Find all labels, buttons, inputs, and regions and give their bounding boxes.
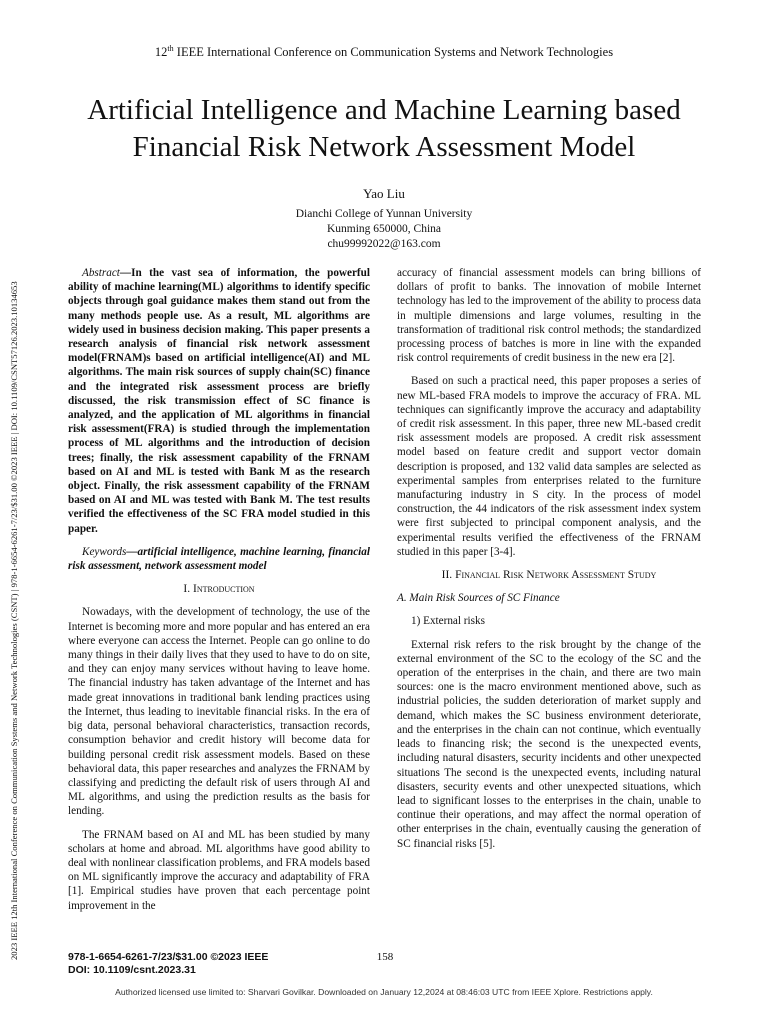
- author-city: Kunming 650000, China: [326, 223, 442, 235]
- right-column: [397, 266, 701, 851]
- conf-number: 12: [154, 45, 168, 60]
- intro-paragraph-2: The FRNAM based on AI and ML has been studied by many scholars at home and abroad. ML algorithms have good ability to deal with nonlinear classification problems, and FRA models based on ML significantly improve the accuracy and adaptability of FRA [1]. Empirical studies have proven that each percentage point improvement in the: [68, 828, 370, 912]
- title-line-2: Financial Risk Network Assessment Model: [132, 131, 636, 163]
- page-number: 158: [376, 951, 394, 963]
- section-title: Financial Risk Network Assessment Study: [455, 569, 657, 582]
- author-affiliation: Dianchi College of Yunnan University: [295, 208, 473, 220]
- author-email: chu99992022@163.com: [327, 238, 441, 250]
- right-paragraph-1: accuracy of financial assessment models can bring billions of dollars of profit to banks. The innovation of mobile Internet technology has led to the improvement of the ability to process data in multiple dimensions and large volumes, resulting in the transformation of traditional risk control methods; the standardized processing process of batches is more in line with the expanded risk control requirements of credit business in the new era [2].: [397, 267, 701, 365]
- conference-header: [0, 44, 768, 60]
- section-heading-introduction: [68, 582, 370, 596]
- keywords-text: —artificial intelligence, machine learning, financial risk assessment, network assessment model: [68, 545, 370, 573]
- conf-name: IEEE International Conference on Communication Systems and Network Technologies: [173, 45, 614, 60]
- license-notice: Authorized licensed use limited to: Sharvari Govilkar. Downloaded on January 12,2024 at 08:46:03 UTC from IEEE Xplore. Restrictions apply.: [115, 987, 653, 997]
- right-paragraph-2: Based on such a practical need, this paper proposes a series of new ML-based FRA models to improve the accuracy of FRA. ML techniques can significantly improve the accuracy and adaptability of credit risk assessment. In this paper, three new ML-based credit risk assessment models are proposed. A credit risk assessment model based on feature credit and support vector domain description is proposed, and 132 valid data samples are selected as experimental samples from enterprises related to the furniture manufacturing industry in S city. In the process of model construction, the 44 indicators of the risk assessment index system were first subjected to principal component analysis, and the experimental results verified the effectiveness of the FRNAM studied in this paper [3-4].: [397, 375, 701, 558]
- abstract-text: —In the vast sea of information, the powerful ability of machine learning(ML) algorithms to identify specific objects through goal guidance makes them stand out from the many methods people use. As a result, ML algorithms are widely used in business decision making. This paper presents a research analysis of financial risk network assessment model(FRNAM)s based on artificial intelligence(AI) and ML algorithms. The main risk sources of supply chain(SC) finance and the integrated risk assessment process are briefly discussed, the risk transmission effect of SC finance is analyzed, and the application of ML algorithms in financial risk assessment(FRA) is studied through the implementation process of ML algorithms and the introduction of decision trees; finally, the risk assessment capability of the FRNAM based on AI and ML is tested with Bank M as the research object. Finally, the risk assessment capability of the FRNAM based on AI and ML was tested with Bank M. The test results verified the effectiveness of the SC FRA model studied in this paper.: [68, 267, 370, 535]
- keywords-lead: Keywords: [82, 545, 127, 558]
- footer-doi: DOI: 10.1109/csnt.2023.31: [68, 964, 196, 976]
- abstract-lead: Abstract: [82, 267, 120, 279]
- intro-paragraph-1: Nowadays, with the development of technology, the use of the Internet is becoming more and more popular and has entered an era where everyone can access the Internet. People can go online to do many things in their daily lives that they used to have to do on site, and they can enjoy many services without having to leave home. The financial industry has taken advantage of the Internet and has made great innovations in traditional bank lending practices using the Internet, thus leading to inevitable financial risks. In the era of big data, personal behavioral characteristics, transaction records, consumption behavior and credit history will become data for building personal credit risk assessment models. Based on these behavioral data, this paper researches and analyzes the FRNAM by classifying and predicting the default risk of users through AI and ML algorithms, and using the prediction results as the basis for lending.: [68, 606, 370, 818]
- conf-ordinal: th: [167, 44, 174, 53]
- subsubsection-heading: 1) External risks: [411, 615, 485, 628]
- abstract: [68, 266, 370, 536]
- footer-identifiers: [68, 951, 268, 977]
- right-paragraph-3: External risk refers to the risk brought by the change of the external environment of the SC to the ecology of the SC and the operation of the enterprises in the chain, and there are two main sources: one is the macro environment mentioned above, such as industrial policies, the sudden deterioration of market supply and demand, which makes the SC business environment deteriorate, and the enterprises in the chain can not continue, which eventually leads to financing risk; the second is the unexpected events, including natural disasters, security incidents and other unexpected situations The second is the unexpected events, including natural disasters, security events and other unexpected situations, which lead to significant losses to the enterprises in the chain, unable to continue their operations, and may affect the normal operation of other enterprises in the chain, eventually causing the generation of SC financial risks [5].: [397, 638, 701, 850]
- section-title: Introduction: [192, 583, 255, 596]
- author-affiliation-block: [0, 207, 768, 252]
- sidebar-citation: 2023 IEEE 12th International Conference on Communication Systems and Network Technologies (CSNT) | 978-1-6654-6261-7/23/$31.00 ©2023 IEEE | DOI: 10.1109/CSNT57126.2023.10134653: [9, 281, 19, 960]
- footer-isbn: 978-1-6654-6261-7/23/$31.00 ©2023 IEEE: [68, 951, 269, 963]
- section-number: I.: [183, 583, 193, 596]
- left-column: [68, 266, 370, 913]
- keywords: [68, 545, 370, 573]
- subsection-heading: A. Main Risk Sources of SC Finance: [397, 592, 560, 605]
- paper-title: [40, 92, 728, 166]
- section-number: II.: [441, 569, 456, 582]
- title-line-1: Artificial Intelligence and Machine Learning based: [87, 94, 681, 126]
- section-heading-study: [397, 568, 701, 582]
- author-name: Yao Liu: [363, 186, 405, 201]
